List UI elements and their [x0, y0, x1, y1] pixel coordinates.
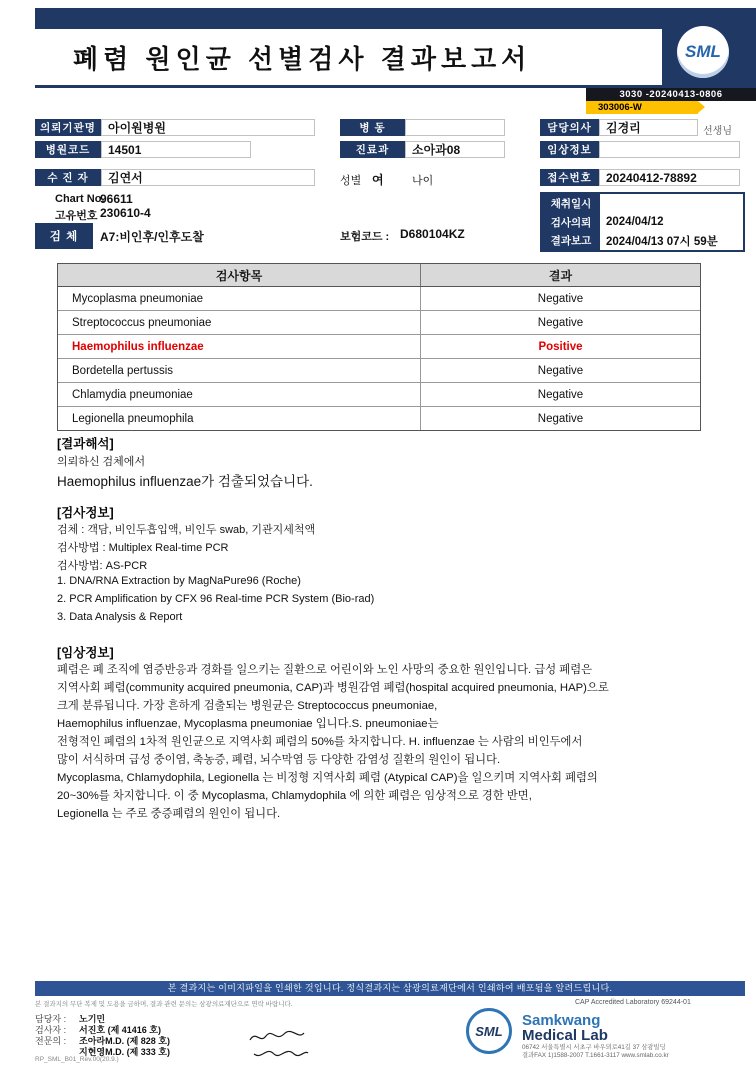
clinical-line: 많이 서식하며 급성 중이염, 축농증, 폐렴, 뇌수막염 등 다양한 감염성 질환의 원인이 됩니다. [57, 754, 501, 766]
row-requested [542, 213, 743, 232]
report-code-flag: 303006-W [586, 101, 698, 114]
label-requesting-org: 의뢰기관명 [35, 119, 101, 136]
test-info-line: 검사방법: AS-PCR [57, 560, 148, 572]
label-sex: 성별 [340, 175, 362, 187]
staff-name: 지현영M.D. (제 333 호) [79, 1047, 170, 1057]
test-result: Positive [538, 340, 583, 353]
table-row [58, 383, 700, 407]
label-collected: 채취일시 [542, 194, 600, 213]
staff-role: 담당자 : [35, 1014, 67, 1024]
value-department: 소아과08 [405, 141, 505, 158]
label-doctor: 담당의사 [540, 119, 599, 136]
test-result: Negative [537, 316, 584, 329]
test-info-line: 검사방법 : Multiplex Real-time PCR [57, 542, 229, 554]
notice-bar: 본 결과지는 이미지파일을 인쇄한 것입니다. 정식결과지는 삼광의료재단에서 인쇄하여 배포됨을 알려드립니다. [35, 981, 745, 996]
test-info-line: 2. PCR Amplification by CFX 96 Real-time PCR System (Bio-rad) [57, 593, 375, 605]
clinical-line: 폐렴은 폐 조직에 염증반응과 경화를 일으키는 질환으로 어린이와 노인 사망의 중요한 원인입니다. 급성 폐렴은 [57, 664, 593, 676]
label-patient: 수 진 자 [35, 169, 101, 186]
value-reported: 2024/04/13 07시 59분 [600, 231, 743, 250]
test-result: Negative [537, 388, 584, 401]
value-doctor: 김경리 [599, 119, 698, 136]
label-requested: 검사의뢰 [542, 213, 600, 232]
header-result: 결과 [548, 268, 573, 283]
label-unique-no: 고유번호 [55, 210, 98, 222]
lab-address-line1: 06742 서울특별시 서초구 바우뫼로41길 37 삼광빌딩 [522, 1044, 666, 1051]
label-department: 진료과 [340, 141, 405, 158]
value-requesting-org: 아이원병원 [101, 119, 315, 136]
test-name: Chlamydia pneumoniae [58, 383, 421, 406]
value-collected [600, 194, 743, 213]
test-result: Negative [537, 412, 584, 425]
value-chart-no: 96611 [100, 192, 133, 206]
test-name: Haemophilus influenzae [58, 335, 421, 358]
staff-name: 서진호 (제 41416 호) [79, 1025, 161, 1035]
test-info-line: 1. DNA/RNA Extraction by MagNaPure96 (Roche) [57, 575, 301, 587]
results-table-header [58, 264, 700, 287]
staff-role: 전문의 : [35, 1036, 67, 1046]
label-ward: 병 동 [340, 119, 405, 136]
signature-2 [252, 1044, 310, 1060]
test-info-line: 검체 : 객담, 비인두흡입액, 비인두 swab, 기관지세척액 [57, 524, 316, 536]
value-patient: 김연서 [101, 169, 315, 186]
lab-address [522, 1044, 752, 1060]
clinical-line: 20~30%를 차지합니다. 이 중 Mycoplasma, Chlamydophila 에 의한 폐렴은 임상적으로 경한 반면, [57, 790, 532, 802]
clinical-line: Haemophilus influenzae, Mycoplasma pneumoniae 입니다.S. pneumoniae는 [57, 718, 439, 730]
label-receipt-no: 접수번호 [540, 169, 599, 186]
label-hospital-code: 병원코드 [35, 141, 101, 158]
test-name: Legionella pneumophila [58, 407, 421, 430]
row-reported [542, 231, 743, 250]
label-reported: 결과보고 [542, 231, 600, 250]
value-requested: 2024/04/12 [600, 213, 743, 232]
label-specimen: 검 체 [35, 223, 93, 249]
signature-1 [248, 1028, 306, 1044]
test-info-line: 3. Data Analysis & Report [57, 611, 183, 623]
lab-name-line2: Medical Lab [522, 1027, 608, 1044]
lab-address-line2: 결과FAX 1)1588-2007 T.1661-3117 www.smlab.co.kr [522, 1052, 669, 1059]
clinical-heading: [임상정보] [57, 646, 114, 660]
dates-block [540, 192, 745, 252]
document-code: RP_SML_B01_Rev.00(20.9.) [35, 1056, 119, 1063]
value-receipt-no: 20240412-78892 [599, 169, 740, 186]
value-insurance: D680104KZ [400, 227, 465, 241]
fine-print: 본 결과지의 무단 복제 및 도용을 금하며, 결과 관련 문의는 삼광의료재단으로 연락 바랍니다. [35, 1001, 293, 1008]
value-ward [405, 119, 505, 136]
interpretation-heading: [결과해석] [57, 437, 114, 451]
clinical-line: Legionella 는 주로 중증폐렴의 원인이 됩니다. [57, 808, 281, 820]
sml-footer-logo-icon: SML [466, 1008, 512, 1054]
staff-name: 노기민 [79, 1014, 106, 1024]
sml-logo-icon: SML [677, 26, 729, 78]
table-row [58, 407, 700, 430]
interpretation-line2: Haemophilus influenzae가 검출되었습니다. [57, 474, 313, 489]
value-unique-no: 230610-4 [100, 206, 151, 220]
test-info-heading: [검사정보] [57, 506, 114, 520]
page-title: 폐렴 원인균 선별검사 결과보고서 [73, 43, 532, 74]
title-box [35, 29, 662, 85]
clinical-line: Mycoplasma, Chlamydophila, Legionella 는 비정형 지역사회 폐렴 (Atypical CAP)을 일으키며 지역사회 폐렴의 [57, 772, 598, 784]
table-row [58, 359, 700, 383]
header-test-item: 검사항목 [58, 264, 421, 286]
results-table [57, 263, 701, 431]
interpretation-line1: 의뢰하신 검체에서 [57, 456, 146, 468]
label-chart-no: Chart No. [55, 193, 105, 205]
value-specimen: A7:비인후/인후도찰 [100, 230, 204, 244]
test-name: Streptococcus pneumoniae [58, 311, 421, 334]
clinical-line: 전형적인 폐렴의 1차적 원인균으로 지역사회 폐렴의 50%를 차지합니다. H. influenzae 는 사람의 비인두에서 [57, 736, 583, 748]
label-insurance: 보험코드 : [340, 231, 390, 243]
label-clinical-info: 임상정보 [540, 141, 599, 158]
value-hospital-code: 14501 [101, 141, 251, 158]
value-clinical-info [599, 141, 740, 158]
value-sex: 여 [372, 173, 384, 187]
lab-name-line1: Samkwang [522, 1012, 601, 1029]
cap-accreditation-text: CAP Accredited Laboratory 69244-01 [575, 999, 691, 1006]
staff-role: 검사자 : [35, 1025, 67, 1035]
table-row [58, 311, 700, 335]
test-result: Negative [537, 292, 584, 305]
staff-name: 조아라M.D. (제 828 호) [79, 1036, 170, 1046]
report-code: 3030 -20240413-0806 [586, 88, 756, 101]
table-row [58, 287, 700, 311]
table-row-positive [58, 335, 700, 359]
row-collected [542, 194, 743, 213]
clinical-line: 지역사회 폐렴(community acquired pneumonia, CAP)과 병원감염 폐렴(hospital acquired pneumonia, HAP)으로 [57, 682, 609, 694]
label-age: 나이 [412, 175, 434, 187]
doctor-suffix: 선생님 [703, 126, 732, 137]
test-name: Mycoplasma pneumoniae [58, 287, 421, 310]
test-result: Negative [537, 364, 584, 377]
clinical-line: 크게 분류됩니다. 가장 흔하게 검출되는 병원균은 Streptococcus pneumoniae, [57, 700, 438, 712]
test-name: Bordetella pertussis [58, 359, 421, 382]
